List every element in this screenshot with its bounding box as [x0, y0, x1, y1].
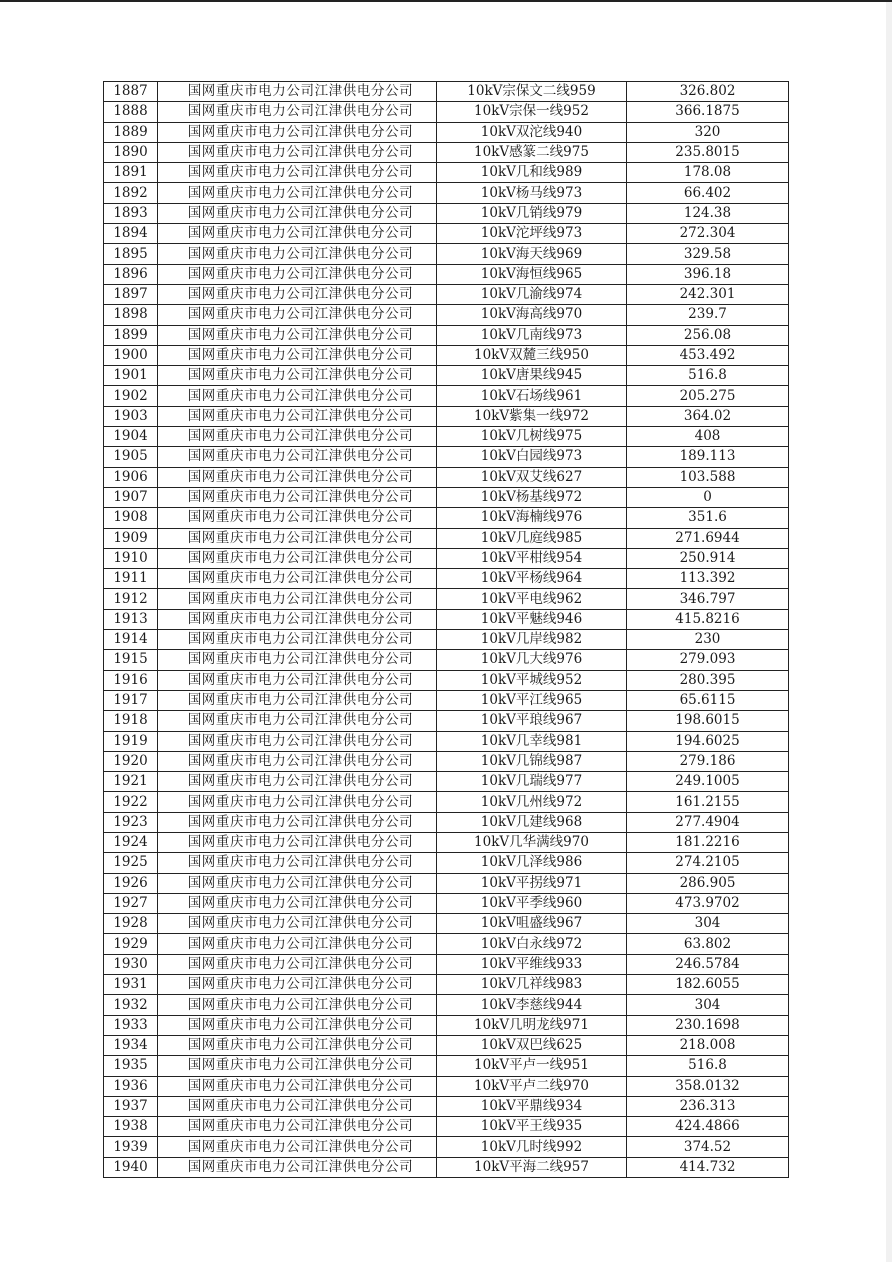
line-name-cell: 10kV几州线972	[437, 792, 627, 812]
row-index-cell: 1901	[104, 366, 158, 386]
table-row	[104, 914, 789, 934]
line-name-cell: 10kV几南线973	[437, 325, 627, 345]
value-cell: 346.797	[627, 589, 789, 609]
row-index-cell: 1911	[104, 569, 158, 589]
table-row	[104, 853, 789, 873]
company-cell: 国网重庆市电力公司江津供电分公司	[158, 630, 437, 650]
company-cell: 国网重庆市电力公司江津供电分公司	[158, 1096, 437, 1116]
company-cell: 国网重庆市电力公司江津供电分公司	[158, 386, 437, 406]
line-name-cell: 10kV紫集一线972	[437, 406, 627, 426]
row-index-cell: 1896	[104, 264, 158, 284]
row-index-cell: 1938	[104, 1117, 158, 1137]
table-row	[104, 102, 789, 122]
line-name-cell: 10kV双艾线627	[437, 467, 627, 487]
table-row	[104, 1076, 789, 1096]
line-name-cell: 10kV宗保文二线959	[437, 82, 627, 102]
table-row	[104, 244, 789, 264]
company-cell: 国网重庆市电力公司江津供电分公司	[158, 812, 437, 832]
value-cell: 235.8015	[627, 142, 789, 162]
row-index-cell: 1931	[104, 975, 158, 995]
row-index-cell: 1936	[104, 1076, 158, 1096]
table-row	[104, 386, 789, 406]
row-index-cell: 1906	[104, 467, 158, 487]
table-row	[104, 163, 789, 183]
line-name-cell: 10kV几岸线982	[437, 630, 627, 650]
company-cell: 国网重庆市电力公司江津供电分公司	[158, 244, 437, 264]
table-row	[104, 812, 789, 832]
line-name-cell: 10kV平鼎线934	[437, 1096, 627, 1116]
table-row	[104, 772, 789, 792]
company-cell: 国网重庆市电力公司江津供电分公司	[158, 1137, 437, 1157]
company-cell: 国网重庆市电力公司江津供电分公司	[158, 264, 437, 284]
line-name-cell: 10kV几和线989	[437, 163, 627, 183]
company-cell: 国网重庆市电力公司江津供电分公司	[158, 406, 437, 426]
line-name-cell: 10kV咀盛线967	[437, 914, 627, 934]
line-name-cell: 10kV平魅线946	[437, 609, 627, 629]
value-cell: 242.301	[627, 284, 789, 304]
value-cell: 358.0132	[627, 1076, 789, 1096]
company-cell: 国网重庆市电力公司江津供电分公司	[158, 792, 437, 812]
line-name-cell: 10kV几渝线974	[437, 284, 627, 304]
table-row	[104, 1056, 789, 1076]
value-cell: 286.905	[627, 873, 789, 893]
line-name-cell: 10kV双巴线625	[437, 1035, 627, 1055]
table-row	[104, 1096, 789, 1116]
row-index-cell: 1891	[104, 163, 158, 183]
value-cell: 230.1698	[627, 1015, 789, 1035]
value-cell: 239.7	[627, 305, 789, 325]
company-cell: 国网重庆市电力公司江津供电分公司	[158, 163, 437, 183]
company-cell: 国网重庆市电力公司江津供电分公司	[158, 751, 437, 771]
table-row	[104, 142, 789, 162]
line-name-cell: 10kV平柑线954	[437, 548, 627, 568]
company-cell: 国网重庆市电力公司江津供电分公司	[158, 893, 437, 913]
line-name-cell: 10kV双麓三线950	[437, 345, 627, 365]
table-row	[104, 508, 789, 528]
company-cell: 国网重庆市电力公司江津供电分公司	[158, 427, 437, 447]
line-name-cell: 10kV几建线968	[437, 812, 627, 832]
row-index-cell: 1899	[104, 325, 158, 345]
row-index-cell: 1933	[104, 1015, 158, 1035]
table-row	[104, 467, 789, 487]
table-row	[104, 284, 789, 304]
line-name-cell: 10kV唐果线945	[437, 366, 627, 386]
line-name-cell: 10kV平江线965	[437, 690, 627, 710]
row-index-cell: 1894	[104, 224, 158, 244]
company-cell: 国网重庆市电力公司江津供电分公司	[158, 1076, 437, 1096]
company-cell: 国网重庆市电力公司江津供电分公司	[158, 203, 437, 223]
line-name-cell: 10kV海恒线965	[437, 264, 627, 284]
company-cell: 国网重庆市电力公司江津供电分公司	[158, 995, 437, 1015]
table-row	[104, 305, 789, 325]
company-cell: 国网重庆市电力公司江津供电分公司	[158, 609, 437, 629]
row-index-cell: 1929	[104, 934, 158, 954]
page-right-edge	[886, 2, 892, 1262]
value-cell: 65.6115	[627, 690, 789, 710]
company-cell: 国网重庆市电力公司江津供电分公司	[158, 1015, 437, 1035]
table-row	[104, 934, 789, 954]
company-cell: 国网重庆市电力公司江津供电分公司	[158, 650, 437, 670]
company-cell: 国网重庆市电力公司江津供电分公司	[158, 1035, 437, 1055]
company-cell: 国网重庆市电力公司江津供电分公司	[158, 508, 437, 528]
page-top-border	[0, 0, 892, 2]
value-cell: 364.02	[627, 406, 789, 426]
line-name-cell: 10kV平电线962	[437, 589, 627, 609]
table-row	[104, 630, 789, 650]
company-cell: 国网重庆市电力公司江津供电分公司	[158, 102, 437, 122]
company-cell: 国网重庆市电力公司江津供电分公司	[158, 914, 437, 934]
table-row	[104, 122, 789, 142]
line-name-cell: 10kV平卢一线951	[437, 1056, 627, 1076]
line-name-cell: 10kV几锦线987	[437, 751, 627, 771]
table-row	[104, 832, 789, 852]
row-index-cell: 1927	[104, 893, 158, 913]
company-cell: 国网重庆市电力公司江津供电分公司	[158, 954, 437, 974]
company-cell: 国网重庆市电力公司江津供电分公司	[158, 122, 437, 142]
value-cell: 415.8216	[627, 609, 789, 629]
table-row	[104, 609, 789, 629]
company-cell: 国网重庆市电力公司江津供电分公司	[158, 772, 437, 792]
table-row	[104, 711, 789, 731]
line-name-cell: 10kV沱坪线973	[437, 224, 627, 244]
value-cell: 280.395	[627, 670, 789, 690]
line-name-cell: 10kV平王线935	[437, 1117, 627, 1137]
value-cell: 304	[627, 995, 789, 1015]
value-cell: 396.18	[627, 264, 789, 284]
value-cell: 189.113	[627, 447, 789, 467]
table-row	[104, 690, 789, 710]
row-index-cell: 1920	[104, 751, 158, 771]
value-cell: 414.732	[627, 1157, 789, 1177]
company-cell: 国网重庆市电力公司江津供电分公司	[158, 1157, 437, 1177]
row-index-cell: 1897	[104, 284, 158, 304]
table-row	[104, 893, 789, 913]
company-cell: 国网重庆市电力公司江津供电分公司	[158, 873, 437, 893]
line-name-cell: 10kV白园线973	[437, 447, 627, 467]
table-row	[104, 751, 789, 771]
table-row	[104, 345, 789, 365]
row-index-cell: 1887	[104, 82, 158, 102]
table-row	[104, 975, 789, 995]
value-cell: 304	[627, 914, 789, 934]
table-row	[104, 954, 789, 974]
table-row	[104, 264, 789, 284]
value-cell: 279.093	[627, 650, 789, 670]
line-name-cell: 10kV几大线976	[437, 650, 627, 670]
row-index-cell: 1917	[104, 690, 158, 710]
line-name-cell: 10kV海高线970	[437, 305, 627, 325]
line-name-cell: 10kV杨马线973	[437, 183, 627, 203]
row-index-cell: 1898	[104, 305, 158, 325]
line-name-cell: 10kV几瑞线977	[437, 772, 627, 792]
company-cell: 国网重庆市电力公司江津供电分公司	[158, 528, 437, 548]
row-index-cell: 1902	[104, 386, 158, 406]
table-row	[104, 427, 789, 447]
value-cell: 473.9702	[627, 893, 789, 913]
row-index-cell: 1914	[104, 630, 158, 650]
company-cell: 国网重庆市电力公司江津供电分公司	[158, 975, 437, 995]
line-name-cell: 10kV平琅线967	[437, 711, 627, 731]
value-cell: 236.313	[627, 1096, 789, 1116]
value-cell: 246.5784	[627, 954, 789, 974]
value-cell: 66.402	[627, 183, 789, 203]
table-row	[104, 1137, 789, 1157]
value-cell: 178.08	[627, 163, 789, 183]
value-cell: 516.8	[627, 366, 789, 386]
value-cell: 256.08	[627, 325, 789, 345]
row-index-cell: 1926	[104, 873, 158, 893]
table-row	[104, 548, 789, 568]
company-cell: 国网重庆市电力公司江津供电分公司	[158, 670, 437, 690]
row-index-cell: 1912	[104, 589, 158, 609]
value-cell: 277.4904	[627, 812, 789, 832]
line-name-cell: 10kV几祥线983	[437, 975, 627, 995]
company-cell: 国网重庆市电力公司江津供电分公司	[158, 690, 437, 710]
table-row	[104, 1117, 789, 1137]
table-row	[104, 82, 789, 102]
row-index-cell: 1889	[104, 122, 158, 142]
value-cell: 351.6	[627, 508, 789, 528]
line-name-cell: 10kV李慈线944	[437, 995, 627, 1015]
feeder-line-table	[103, 81, 789, 1178]
row-index-cell: 1919	[104, 731, 158, 751]
table-row	[104, 731, 789, 751]
table-row	[104, 1157, 789, 1177]
row-index-cell: 1921	[104, 772, 158, 792]
company-cell: 国网重庆市电力公司江津供电分公司	[158, 82, 437, 102]
value-cell: 366.1875	[627, 102, 789, 122]
company-cell: 国网重庆市电力公司江津供电分公司	[158, 1056, 437, 1076]
line-name-cell: 10kV几时线992	[437, 1137, 627, 1157]
company-cell: 国网重庆市电力公司江津供电分公司	[158, 325, 437, 345]
row-index-cell: 1892	[104, 183, 158, 203]
line-name-cell: 10kV平维线933	[437, 954, 627, 974]
line-name-cell: 10kV几华满线970	[437, 832, 627, 852]
row-index-cell: 1928	[104, 914, 158, 934]
value-cell: 408	[627, 427, 789, 447]
table-row	[104, 447, 789, 467]
company-cell: 国网重庆市电力公司江津供电分公司	[158, 731, 437, 751]
table-row	[104, 995, 789, 1015]
value-cell: 271.6944	[627, 528, 789, 548]
company-cell: 国网重庆市电力公司江津供电分公司	[158, 447, 437, 467]
line-name-cell: 10kV杨基线972	[437, 487, 627, 507]
line-name-cell: 10kV几销线979	[437, 203, 627, 223]
value-cell: 161.2155	[627, 792, 789, 812]
line-name-cell: 10kV平拐线971	[437, 873, 627, 893]
company-cell: 国网重庆市电力公司江津供电分公司	[158, 1117, 437, 1137]
row-index-cell: 1918	[104, 711, 158, 731]
value-cell: 63.802	[627, 934, 789, 954]
value-cell: 218.008	[627, 1035, 789, 1055]
row-index-cell: 1925	[104, 853, 158, 873]
row-index-cell: 1930	[104, 954, 158, 974]
row-index-cell: 1888	[104, 102, 158, 122]
company-cell: 国网重庆市电力公司江津供电分公司	[158, 467, 437, 487]
row-index-cell: 1934	[104, 1035, 158, 1055]
row-index-cell: 1913	[104, 609, 158, 629]
row-index-cell: 1903	[104, 406, 158, 426]
line-name-cell: 10kV海楠线976	[437, 508, 627, 528]
row-index-cell: 1932	[104, 995, 158, 1015]
line-name-cell: 10kV几树线975	[437, 427, 627, 447]
row-index-cell: 1916	[104, 670, 158, 690]
value-cell: 113.392	[627, 569, 789, 589]
line-name-cell: 10kV平城线952	[437, 670, 627, 690]
company-cell: 国网重庆市电力公司江津供电分公司	[158, 284, 437, 304]
company-cell: 国网重庆市电力公司江津供电分公司	[158, 548, 437, 568]
table-row	[104, 366, 789, 386]
company-cell: 国网重庆市电力公司江津供电分公司	[158, 487, 437, 507]
row-index-cell: 1908	[104, 508, 158, 528]
row-index-cell: 1940	[104, 1157, 158, 1177]
table-row	[104, 873, 789, 893]
table-row	[104, 589, 789, 609]
row-index-cell: 1937	[104, 1096, 158, 1116]
table-row	[104, 1015, 789, 1035]
value-cell: 182.6055	[627, 975, 789, 995]
table-row	[104, 650, 789, 670]
company-cell: 国网重庆市电力公司江津供电分公司	[158, 142, 437, 162]
value-cell: 424.4866	[627, 1117, 789, 1137]
line-name-cell: 10kV平季线960	[437, 893, 627, 913]
company-cell: 国网重庆市电力公司江津供电分公司	[158, 224, 437, 244]
table-row	[104, 224, 789, 244]
line-name-cell: 10kV感篆二线975	[437, 142, 627, 162]
value-cell: 205.275	[627, 386, 789, 406]
row-index-cell: 1905	[104, 447, 158, 467]
row-index-cell: 1893	[104, 203, 158, 223]
table-row	[104, 487, 789, 507]
row-index-cell: 1910	[104, 548, 158, 568]
value-cell: 274.2105	[627, 853, 789, 873]
value-cell: 194.6025	[627, 731, 789, 751]
table-row	[104, 569, 789, 589]
row-index-cell: 1907	[104, 487, 158, 507]
value-cell: 198.6015	[627, 711, 789, 731]
row-index-cell: 1924	[104, 832, 158, 852]
value-cell: 250.914	[627, 548, 789, 568]
value-cell: 0	[627, 487, 789, 507]
row-index-cell: 1923	[104, 812, 158, 832]
company-cell: 国网重庆市电力公司江津供电分公司	[158, 711, 437, 731]
row-index-cell: 1904	[104, 427, 158, 447]
line-name-cell: 10kV几明龙线971	[437, 1015, 627, 1035]
value-cell: 249.1005	[627, 772, 789, 792]
row-index-cell: 1895	[104, 244, 158, 264]
value-cell: 272.304	[627, 224, 789, 244]
company-cell: 国网重庆市电力公司江津供电分公司	[158, 366, 437, 386]
value-cell: 124.38	[627, 203, 789, 223]
value-cell: 279.186	[627, 751, 789, 771]
value-cell: 326.802	[627, 82, 789, 102]
table-row	[104, 203, 789, 223]
company-cell: 国网重庆市电力公司江津供电分公司	[158, 853, 437, 873]
row-index-cell: 1935	[104, 1056, 158, 1076]
company-cell: 国网重庆市电力公司江津供电分公司	[158, 305, 437, 325]
line-name-cell: 10kV石场线961	[437, 386, 627, 406]
table-row	[104, 792, 789, 812]
table-row	[104, 183, 789, 203]
value-cell: 320	[627, 122, 789, 142]
row-index-cell: 1922	[104, 792, 158, 812]
table-row	[104, 528, 789, 548]
table-row	[104, 406, 789, 426]
row-index-cell: 1900	[104, 345, 158, 365]
value-cell: 329.58	[627, 244, 789, 264]
table-row	[104, 670, 789, 690]
row-index-cell: 1915	[104, 650, 158, 670]
company-cell: 国网重庆市电力公司江津供电分公司	[158, 832, 437, 852]
line-name-cell: 10kV平海二线957	[437, 1157, 627, 1177]
value-cell: 103.588	[627, 467, 789, 487]
value-cell: 453.492	[627, 345, 789, 365]
company-cell: 国网重庆市电力公司江津供电分公司	[158, 345, 437, 365]
table-row	[104, 325, 789, 345]
row-index-cell: 1909	[104, 528, 158, 548]
line-name-cell: 10kV平卢二线970	[437, 1076, 627, 1096]
line-name-cell: 10kV宗保一线952	[437, 102, 627, 122]
table-row	[104, 1035, 789, 1055]
value-cell: 516.8	[627, 1056, 789, 1076]
company-cell: 国网重庆市电力公司江津供电分公司	[158, 934, 437, 954]
line-name-cell: 10kV几庭线985	[437, 528, 627, 548]
value-cell: 374.52	[627, 1137, 789, 1157]
company-cell: 国网重庆市电力公司江津供电分公司	[158, 569, 437, 589]
company-cell: 国网重庆市电力公司江津供电分公司	[158, 589, 437, 609]
line-name-cell: 10kV平杨线964	[437, 569, 627, 589]
line-name-cell: 10kV海天线969	[437, 244, 627, 264]
line-name-cell: 10kV几幸线981	[437, 731, 627, 751]
value-cell: 230	[627, 630, 789, 650]
row-index-cell: 1939	[104, 1137, 158, 1157]
table-body	[104, 82, 789, 1178]
line-name-cell: 10kV白永线972	[437, 934, 627, 954]
value-cell: 181.2216	[627, 832, 789, 852]
company-cell: 国网重庆市电力公司江津供电分公司	[158, 183, 437, 203]
line-name-cell: 10kV双沱线940	[437, 122, 627, 142]
row-index-cell: 1890	[104, 142, 158, 162]
line-name-cell: 10kV几泽线986	[437, 853, 627, 873]
